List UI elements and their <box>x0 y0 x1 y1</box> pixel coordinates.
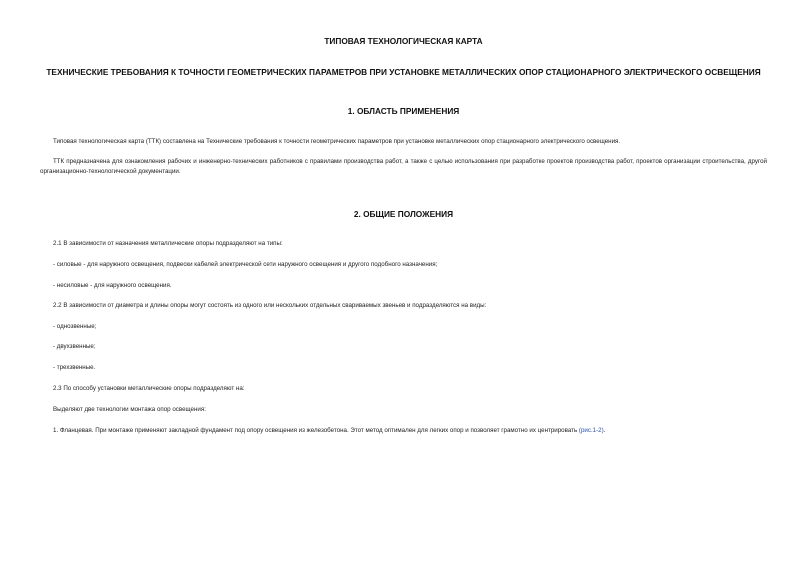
document-subtitle: ТЕХНИЧЕСКИЕ ТРЕБОВАНИЯ К ТОЧНОСТИ ГЕОМЕТРИЧЕСКИХ ПАРАМЕТРОВ ПРИ УСТАНОВКЕ МЕТАЛЛИЧЕСКИХ ОПОР СТАЦИОНАРНОГО ЭЛЕКТРИЧЕСКОГО ОСВЕЩЕНИЯ <box>46 67 761 77</box>
list-item-power-supports: - силовые - для наружного освещения, подвески кабелей электрической сети наружного освещения и другого подобного назначения; <box>53 261 438 268</box>
list-item-three-link: - трехзвенные. <box>53 364 96 371</box>
section-2-paragraph-2-1: 2.1 В зависимости от назначения металлические опоры подразделяют на типы: <box>53 240 283 247</box>
installation-technologies-intro: Выделяют две технологии монтажа опор освещения: <box>53 406 206 413</box>
list-item-nonpower-supports: - несиловые - для наружного освещения. <box>53 282 172 289</box>
section-1-paragraph-1: Типовая технологическая карта (ТТК) составлена на Технические требования к точности геометрических параметров при установке металлических опор стационарного электрического освещения. <box>53 138 621 145</box>
section-2-heading: 2. ОБЩИЕ ПОЛОЖЕНИЯ <box>353 209 454 219</box>
flange-method-end: . <box>603 427 606 434</box>
list-item-one-link: - однозвенные; <box>53 323 97 330</box>
figure-reference-link[interactable]: (рис.1-2) <box>578 427 604 434</box>
section-2-paragraph-2-2: 2.2 В зависимости от диаметра и длины опоры могут состоять из одного или нескольких отдельных свариваемых звеньев и подразделяются на виды: <box>53 302 487 309</box>
list-item-two-link: - двухзвенные; <box>53 343 96 350</box>
flange-method-text: 1. Фланцевая. При монтаже применяют закладной фундамент под опору освещения из железобетона. Этот метод оптимален для легких опор и позволяет грамотно их центрировать <box>53 427 579 434</box>
section-1-heading: 1. ОБЛАСТЬ ПРИМЕНЕНИЯ <box>347 106 460 116</box>
section-1-paragraph-2: ТТК предназначена для ознакомления рабочих и инженерно-технических работников с правилами производства работ, а также с целью использования при разработке проектов производства работ, проектов организации строительства, другой организационно-технологической документации. <box>40 158 767 175</box>
document-title: ТИПОВАЯ ТЕХНОЛОГИЧЕСКАЯ КАРТА <box>324 36 483 46</box>
flange-method-paragraph <box>53 426 605 436</box>
section-2-paragraph-2-3: 2.3 По способу установки металлические опоры подразделяют на: <box>53 385 245 392</box>
